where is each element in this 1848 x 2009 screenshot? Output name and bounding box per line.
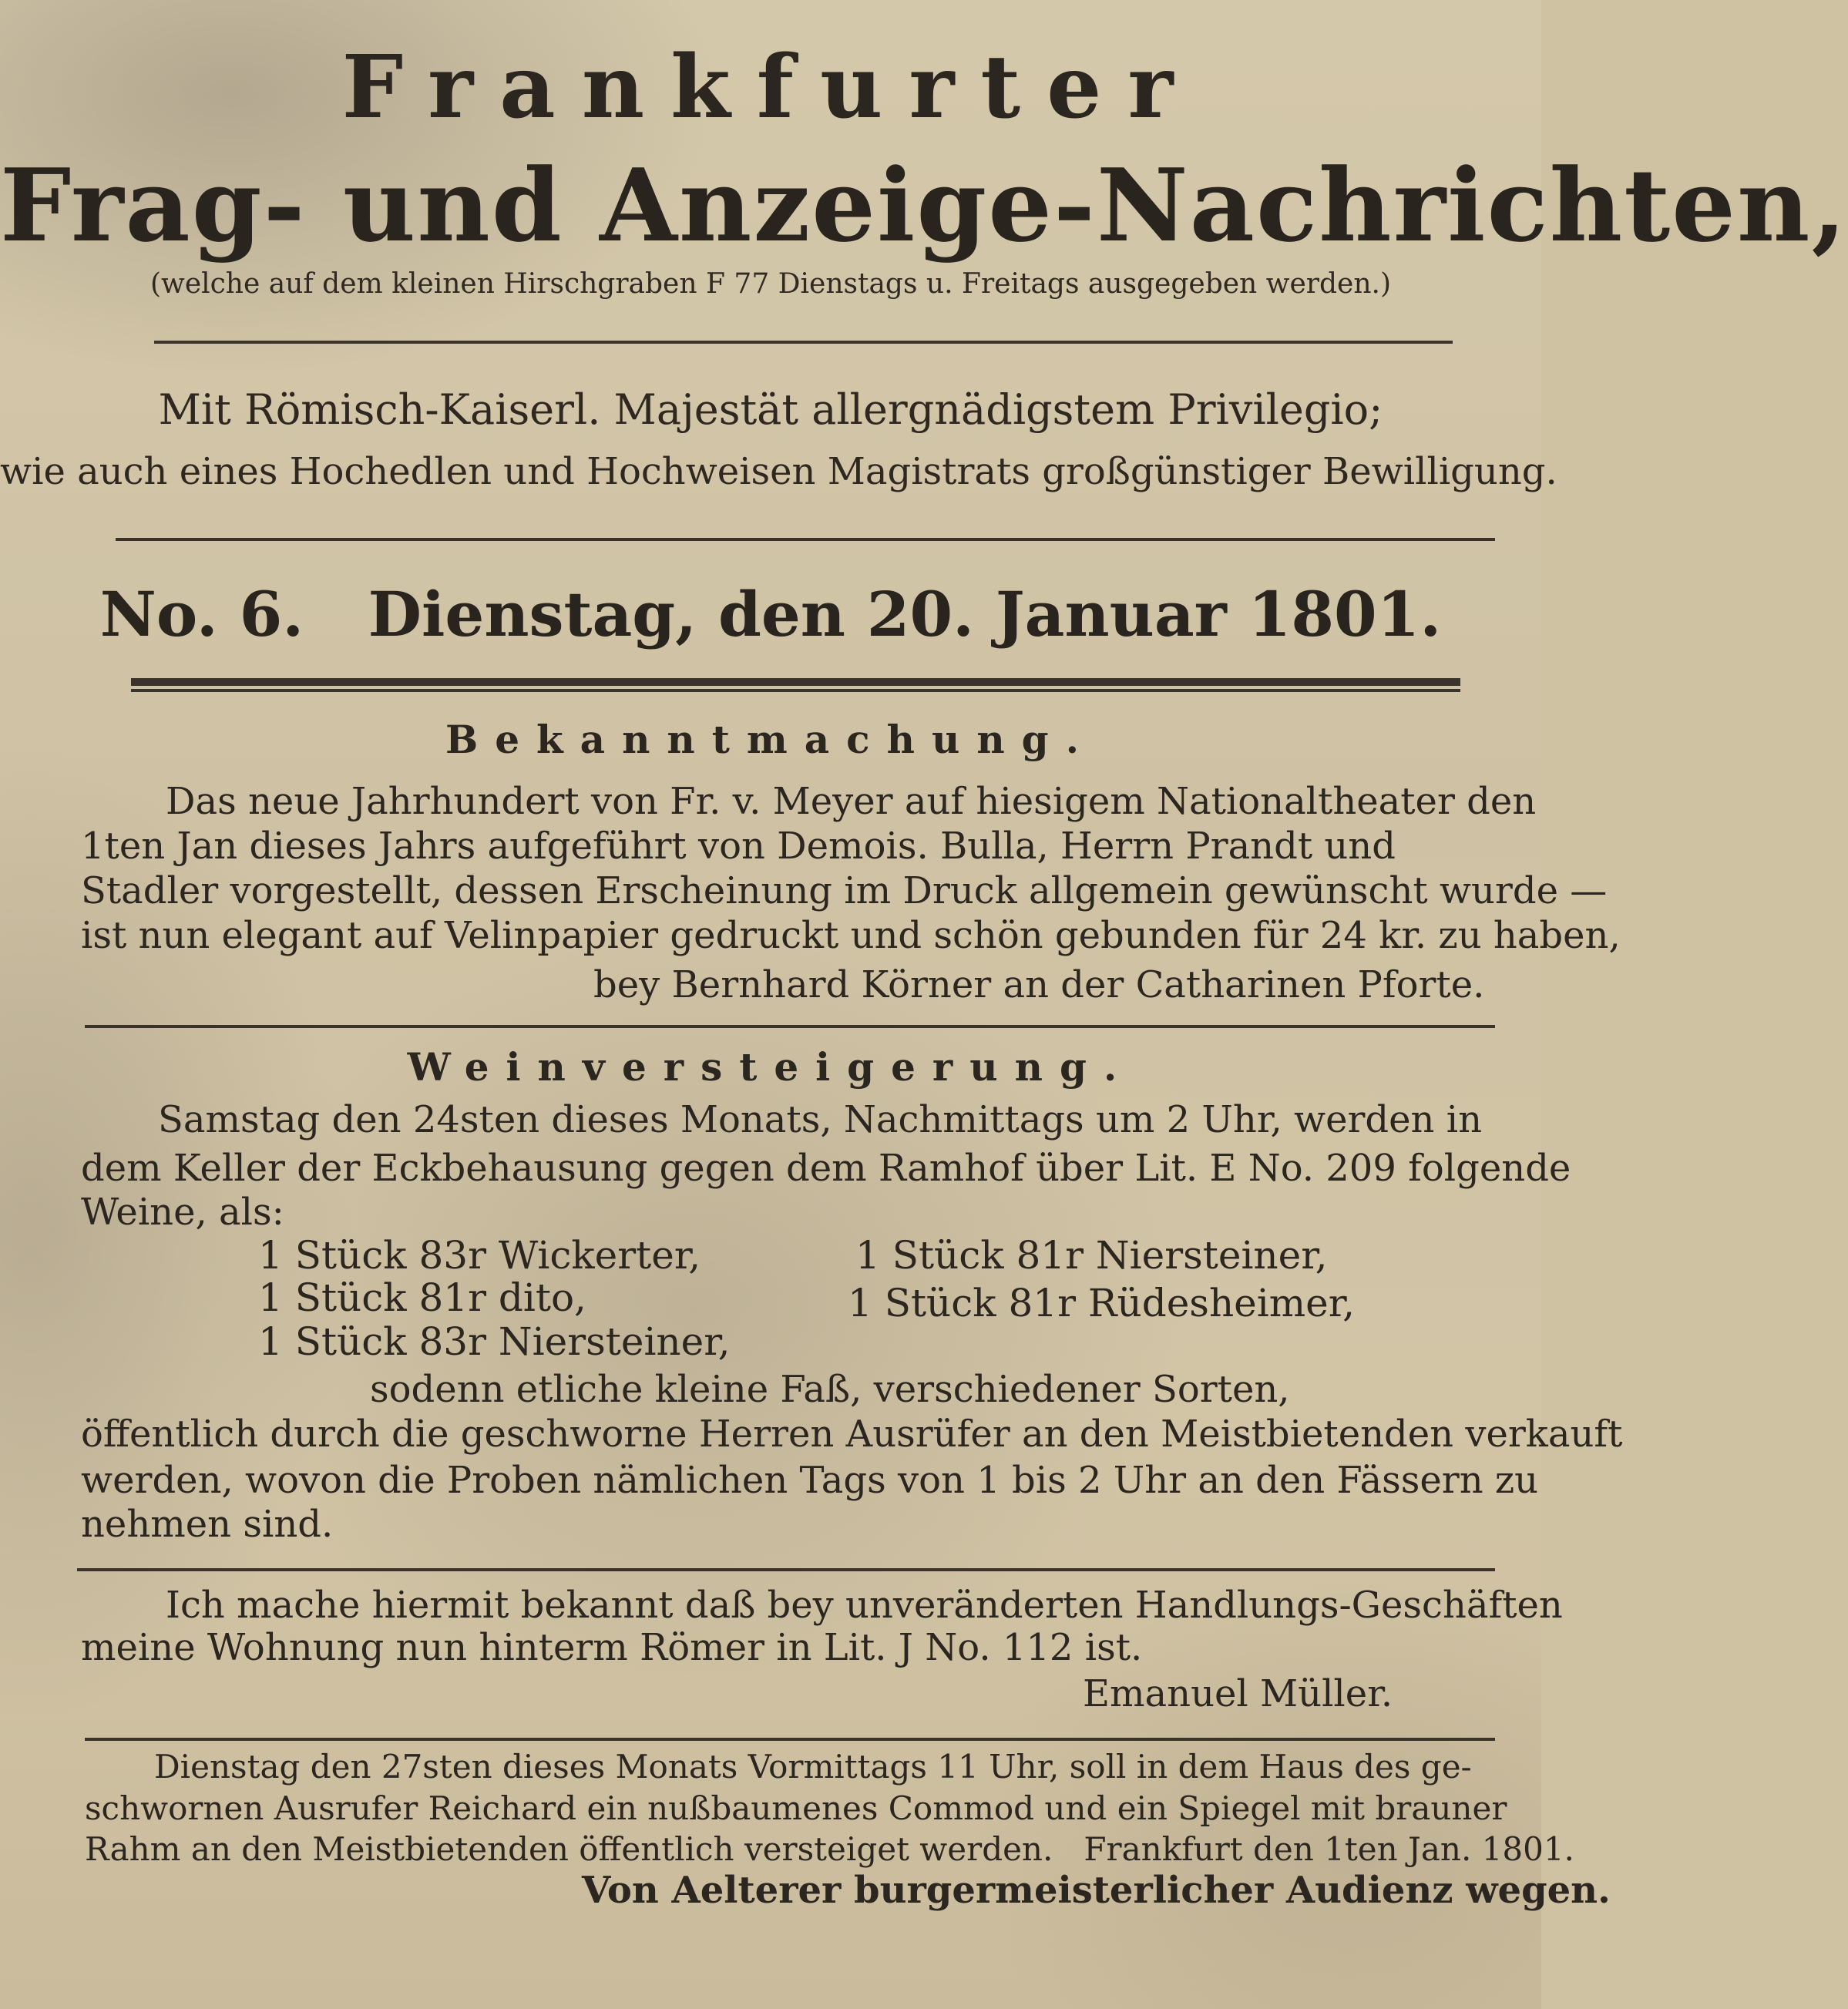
privilege-line2: wie auch eines Hochedlen und Hochweisen Magistrats großgünstiger Bewilligung. [0,450,1557,493]
rule-under-issue [131,678,1460,686]
notice-1-line: bey Bernhard Körner an der Catharinen Pforte. [593,963,1485,1006]
notice-4-line: Rahm an den Meistbietenden öffentlich versteiget werden. Frankfurt den 1ten Jan. 1801. [85,1830,1574,1868]
notice-2-line: öffentlich durch die geschworne Herren Ausrüfer an den Meistbietenden verkauft [81,1413,1623,1456]
privilege-line1: Mit Römisch-Kaiserl. Majestät allergnädigstem Privilegio; [158,385,1383,434]
rule-under-privilege [116,538,1495,541]
notice-2-line: Samstag den 24sten dieses Monats, Nachmittags um 2 Uhr, werden in [158,1098,1482,1141]
notice-2-line: dem Keller der Eckbehausung gegen dem Ramhof über Lit. E No. 209 folgende [81,1147,1571,1190]
notice-1-line: ist nun elegant auf Velinpapier gedruckt und schön gebunden für 24 kr. zu haben, [81,914,1621,957]
notice-4-line: schwornen Ausrufer Reichard ein nußbaumenes Commod und ein Spiegel mit brauner [85,1789,1507,1827]
notice-3-line: meine Wohnung nun hinterm Römer in Lit. J No. 112 ist. [81,1626,1143,1669]
wine-item-left: 1 Stück 83r Niersteiner, [258,1319,731,1364]
masthead-subtitle: (welche auf dem kleinen Hirschgraben F 77 Dienstags u. Freitags ausgegeben werden.) [150,268,1392,300]
notice-2-line: nehmen sind. [81,1503,334,1546]
notice-1-line: Stadler vorgestellt, dessen Erscheinung im Druck allgemein gewünscht wurde — [81,869,1608,912]
notice-4-signature: Von Aelterer burgermeisterlicher Audienz wegen. [582,1869,1611,1912]
notice-1-line: 1ten Jan dieses Jahrs aufgeführt von Demois. Bulla, Herrn Prandt und [81,825,1396,868]
wine-item-right: 1 Stück 81r Niersteiner, [855,1233,1328,1278]
notice-2-line: sodenn etliche kleine Faß, verschiedener Sorten, [370,1368,1290,1411]
rule-after-notice-3 [85,1738,1495,1741]
notice-3-signature: Emanuel Müller. [1083,1672,1393,1715]
notice-2-line: Weine, als: [81,1191,284,1234]
notice-4-line: Dienstag den 27sten dieses Monats Vormittags 11 Uhr, soll in dem Haus des ge- [154,1748,1472,1786]
rule-under-subtitle [154,341,1453,344]
notice-2-heading: Weinversteigerung. [407,1044,1134,1090]
masthead-title-line2: Frag- und Anzeige-Nachrichten, [0,146,1848,264]
notice-3-line: Ich mache hiermit bekannt daß bey unveränderten Handlungs-Geschäften [166,1584,1563,1627]
wine-item-left: 1 Stück 83r Wickerter, [258,1233,701,1278]
notice-1-heading: Bekanntmachung. [445,717,1097,762]
rule-after-notice-1 [85,1025,1495,1028]
issue-line: No. 6. Dienstag, den 20. Januar 1801. [99,578,1442,650]
wine-item-right: 1 Stück 81r Rüdesheimer, [848,1281,1356,1325]
wine-item-left: 1 Stück 81r dito, [258,1275,586,1320]
masthead-title-line1: Frankfurter [341,37,1200,138]
rule-after-notice-2 [77,1568,1495,1571]
notice-1-line: Das neue Jahrhundert von Fr. v. Meyer auf hiesigem Nationaltheater den [166,780,1537,823]
notice-2-line: werden, wovon die Proben nämlichen Tags von 1 bis 2 Uhr an den Fässern zu [81,1459,1539,1502]
